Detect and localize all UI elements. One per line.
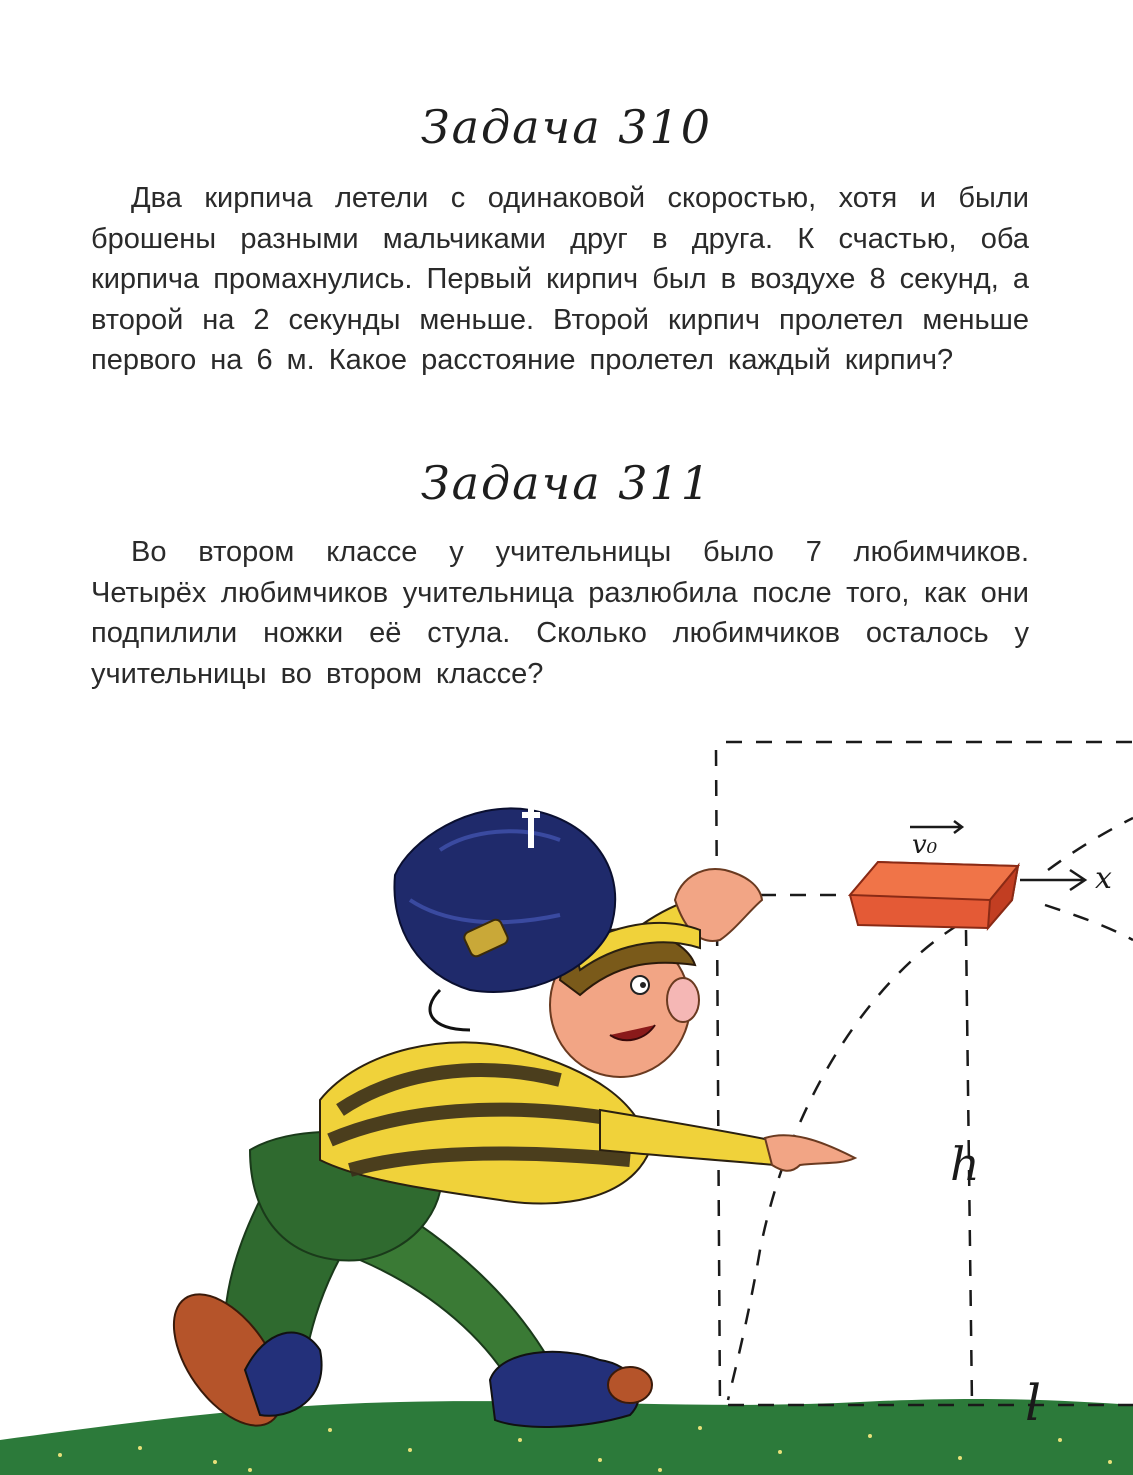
boy-nose bbox=[667, 978, 699, 1022]
boy-throwing-brick-illustration bbox=[0, 735, 1133, 1475]
task-310-text bbox=[91, 178, 1029, 381]
boy-front-hand bbox=[765, 1135, 855, 1171]
boy-character bbox=[152, 808, 855, 1444]
trajectory-right-upper bbox=[1048, 818, 1133, 870]
distance-label: l bbox=[1025, 1374, 1041, 1432]
task-310-title: Задача 310 bbox=[420, 100, 713, 154]
height-label: h bbox=[950, 1137, 980, 1191]
axis-x-label: x bbox=[1095, 861, 1112, 896]
task-311-title: Задача 311 bbox=[420, 456, 713, 510]
x-axis-arrow-icon bbox=[1020, 870, 1085, 890]
velocity-label: v₀ bbox=[912, 830, 938, 860]
task-310-body: Два кирпича летели с одинаковой скоростью, хотя и были брошены разными мальчиками друг в друга. К счастью, оба кирпича промахнулись. Первый кирпич был в воздухе 8 секунд, а второй на 2 секунды меньше. Второй кирпич пролетел меньше первого на 6 м. Какое расстояние пролетел каждый кирпич? bbox=[91, 182, 1029, 376]
task-311-body: Во втором классе у учительницы было 7 любимчиков. Четырёх любимчиков учительница разлюбила после того, как они подпилили ножки её стула. Сколько любимчиков осталось у учительницы во втором классе? bbox=[91, 536, 1029, 690]
trajectory-right-lower bbox=[1045, 905, 1133, 940]
boy-front-shoe bbox=[490, 1352, 652, 1427]
frame-left-line bbox=[716, 750, 720, 1410]
brick bbox=[850, 862, 1018, 928]
task-311-text bbox=[91, 532, 1029, 694]
